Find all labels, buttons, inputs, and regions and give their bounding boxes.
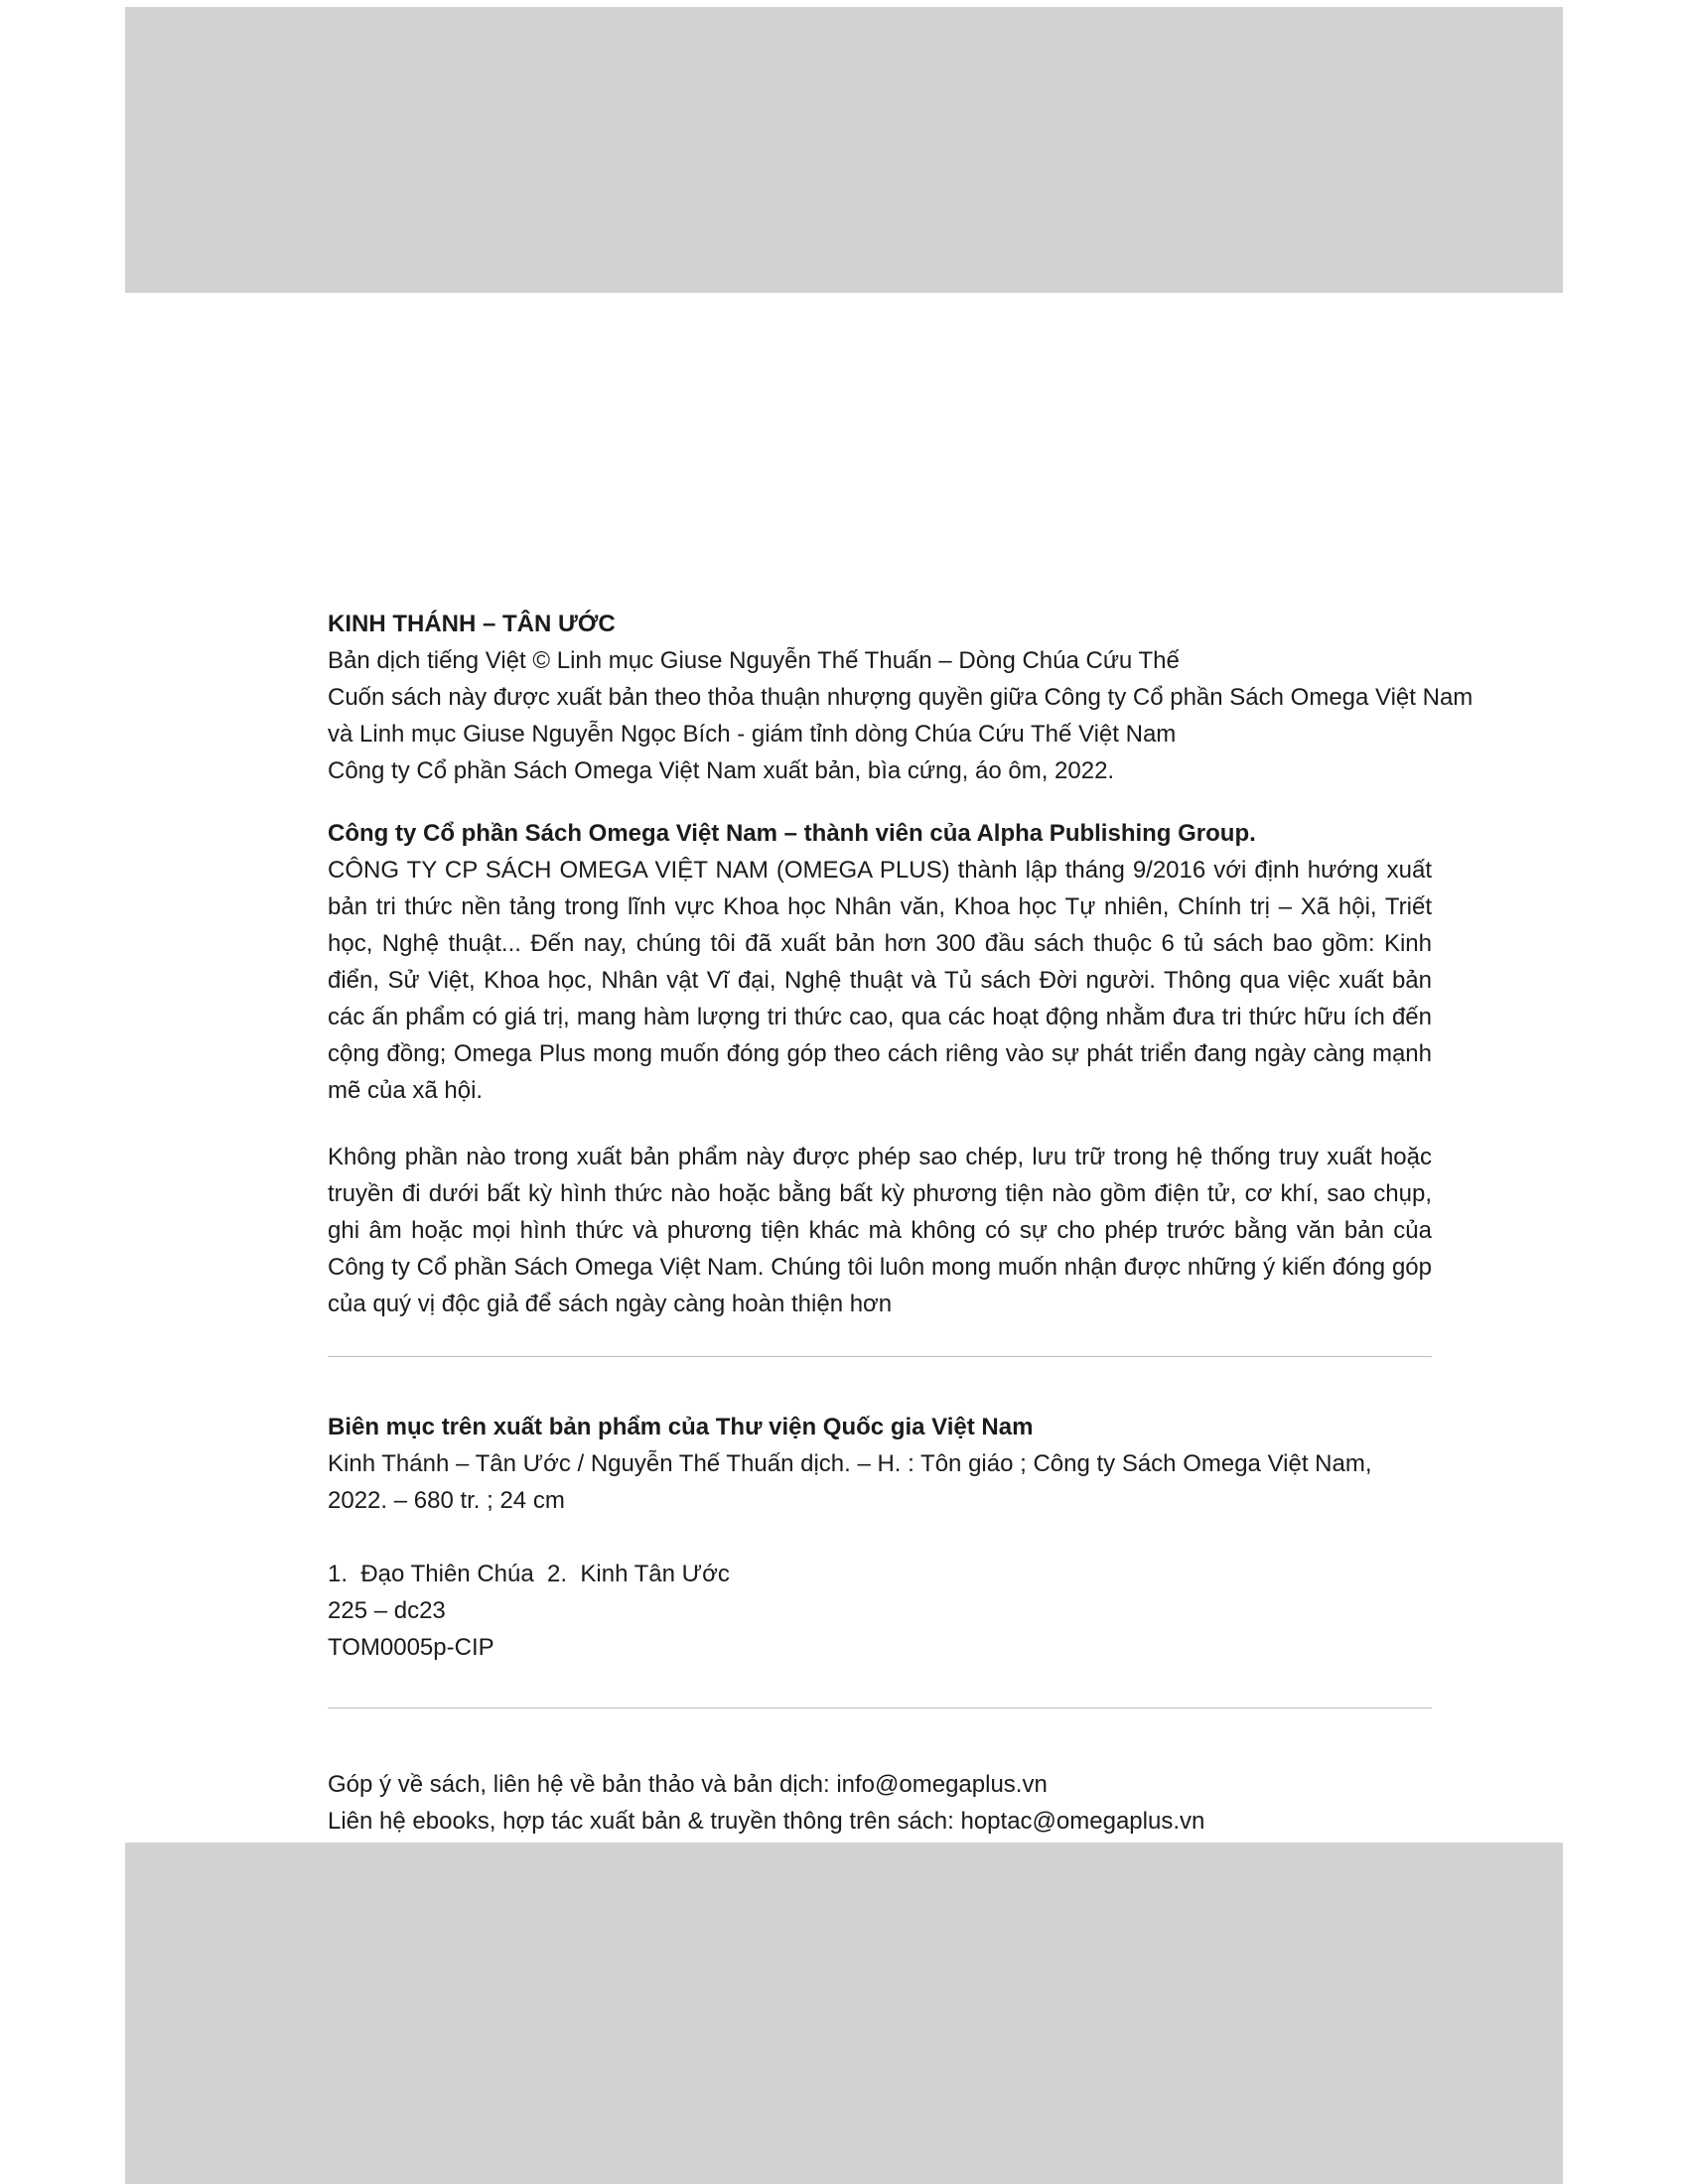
cataloging-ddc: 225 – dc23 bbox=[328, 1597, 446, 1624]
cataloging-subjects: 1. Đạo Thiên Chúa 2. Kinh Tân Ước bbox=[328, 1561, 730, 1587]
cataloging-cip: TOM0005p-CIP bbox=[328, 1634, 494, 1661]
copyright-line: Cuốn sách này được xuất bản theo thỏa thuận nhượng quyền giữa Công ty Cổ phần Sách Omega Việt Nam bbox=[328, 684, 1474, 711]
publisher-paragraph: CÔNG TY CP SÁCH OMEGA VIỆT NAM (OMEGA PLUS) thành lập tháng 9/2016 với định hướng xuất bản tri thức nền tảng trong lĩnh vực Khoa học Nhân văn, Khoa học Tự nhiên, Chính trị – Xã hội, Triết học, Nghệ thuật... Đến nay, chúng tôi đã xuất bản hơn 300 đầu sách thuộc 6 tủ sách bao gồm: Kinh điển, Sử Việt, Khoa học, Nhân vật Vĩ đại, Nghệ thuật và Tủ sách Đời người. Thông qua việc xuất bản các ấn phẩm có giá trị, mang hàm lượng tri thức cao, qua các hoạt động nhằm đưa tri thức hữu ích đến cộng đồng; Omega Plus mong muốn đóng góp theo cách riêng vào sự phát triển đang ngày càng mạnh mẽ của xã hội. bbox=[328, 857, 1432, 1104]
bottom-image-placeholder bbox=[125, 1843, 1563, 2184]
contact-line: Liên hệ ebooks, hợp tác xuất bản & truyền thông trên sách: hoptac@omegaplus.vn bbox=[328, 1808, 1205, 1835]
copyright-line: Công ty Cổ phần Sách Omega Việt Nam xuất bản, bìa cứng, áo ôm, 2022. bbox=[328, 757, 1115, 784]
divider bbox=[328, 1707, 1432, 1708]
divider bbox=[328, 1356, 1432, 1357]
cataloging-heading: Biên mục trên xuất bản phẩm của Thư viện Quốc gia Việt Nam bbox=[328, 1414, 1034, 1440]
contact-line: Góp ý về sách, liên hệ về bản thảo và bản dịch: info@omegaplus.vn bbox=[328, 1771, 1048, 1798]
copyright-line: và Linh mục Giuse Nguyễn Ngọc Bích - giám tỉnh dòng Chúa Cứu Thế Việt Nam bbox=[328, 721, 1177, 748]
colophon-text-block bbox=[328, 606, 1474, 1876]
book-title: KINH THÁNH – TÂN ƯỚC bbox=[328, 611, 616, 637]
publisher-heading: Công ty Cổ phần Sách Omega Việt Nam – thành viên của Alpha Publishing Group. bbox=[328, 820, 1256, 847]
top-image-placeholder bbox=[125, 7, 1563, 293]
copyright-line: Bản dịch tiếng Việt © Linh mục Giuse Nguyễn Thế Thuấn – Dòng Chúa Cứu Thế bbox=[328, 647, 1180, 674]
cataloging-entry: Kinh Thánh – Tân Ước / Nguyễn Thế Thuấn dịch. – H. : Tôn giáo ; Công ty Sách Omega Việt Nam, 2022. – 680 tr. ; 24 cm bbox=[328, 1450, 1372, 1514]
rights-paragraph: Không phần nào trong xuất bản phẩm này được phép sao chép, lưu trữ trong hệ thống truy xuất hoặc truyền đi dưới bất kỳ hình thức nào hoặc bằng bất kỳ phương tiện nào gồm điện tử, cơ khí, sao chụp, ghi âm hoặc mọi hình thức và phương tiện khác mà không có sự cho phép trước bằng văn bản của Công ty Cổ phần Sách Omega Việt Nam. Chúng tôi luôn mong muốn nhận được những ý kiến đóng góp của quý vị độc giả để sách ngày càng hoàn thiện hơn bbox=[328, 1144, 1432, 1317]
